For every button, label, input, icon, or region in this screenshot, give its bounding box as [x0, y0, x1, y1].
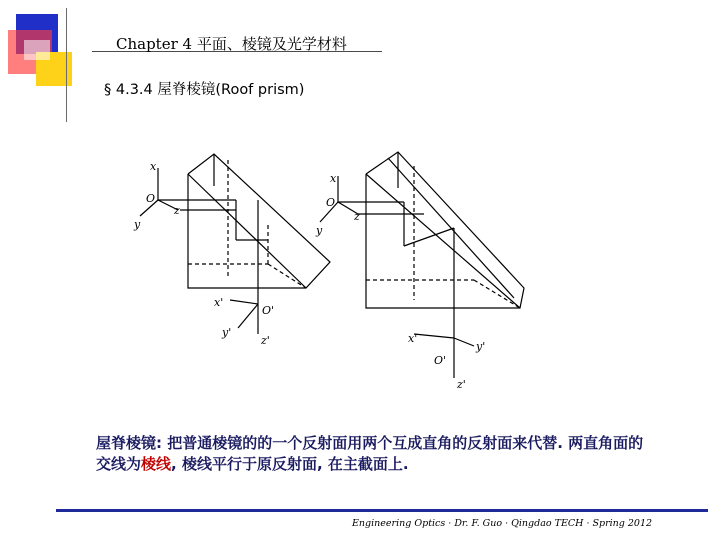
label-y: y — [316, 224, 323, 237]
axis-x-prime-right — [414, 334, 454, 338]
left-prism-roof-edge — [188, 174, 306, 288]
caption-highlight: 棱线 — [141, 455, 172, 473]
label-x-prime: x' — [408, 332, 418, 345]
decor-vertical-line — [66, 8, 67, 122]
left-prism — [140, 154, 330, 334]
roof-prism-definition — [96, 433, 656, 475]
label-y-prime: y' — [476, 340, 486, 353]
footer-credits: Engineering Optics · Dr. F. Guo · Qingdao TECH · Spring 2012 — [352, 518, 653, 529]
caption-text-1: 屋脊棱镜: 把普通棱镜的的一个反射面用两个互成直角的反射面来代替. 两直角面的交线为 — [96, 434, 644, 473]
label-y: y — [134, 218, 141, 231]
left-labels — [133, 160, 274, 347]
chapter-title: Chapter 4 平面、棱镜及光学材料 — [116, 35, 347, 53]
label-x: x — [150, 160, 157, 173]
label-x: x — [330, 172, 337, 185]
label-z-prime: z' — [457, 378, 466, 391]
label-O-prime: O' — [434, 354, 447, 367]
left-prism-outline — [188, 154, 330, 288]
label-O: O — [326, 196, 336, 209]
decor-white-square — [24, 40, 50, 60]
right-prism-ridge — [388, 158, 514, 298]
caption-text-2: , 棱线平行于原反射面, 在主截面上. — [171, 455, 409, 473]
right-hidden-edge — [474, 280, 520, 308]
right-labels — [315, 172, 485, 391]
right-prism-roof-edge — [366, 174, 520, 308]
right-prism — [320, 152, 524, 378]
label-z-prime: z' — [261, 334, 270, 347]
label-x-prime: x' — [214, 296, 224, 309]
right-prism-outline — [366, 152, 524, 308]
left-hidden-edge — [268, 264, 306, 288]
axis-y-prime-right — [454, 338, 474, 346]
label-y-prime: y' — [222, 326, 232, 339]
axis-y-prime — [238, 304, 258, 328]
label-z: z — [174, 204, 180, 217]
label-O: O — [146, 192, 156, 205]
roof-prism-diagram — [118, 138, 548, 398]
section-title: § 4.3.4 屋脊棱镜(Roof prism) — [104, 82, 305, 98]
label-O-prime: O' — [262, 304, 275, 317]
axis-x-prime — [230, 300, 258, 304]
footer-rule — [56, 509, 708, 512]
label-z: z — [354, 210, 360, 223]
